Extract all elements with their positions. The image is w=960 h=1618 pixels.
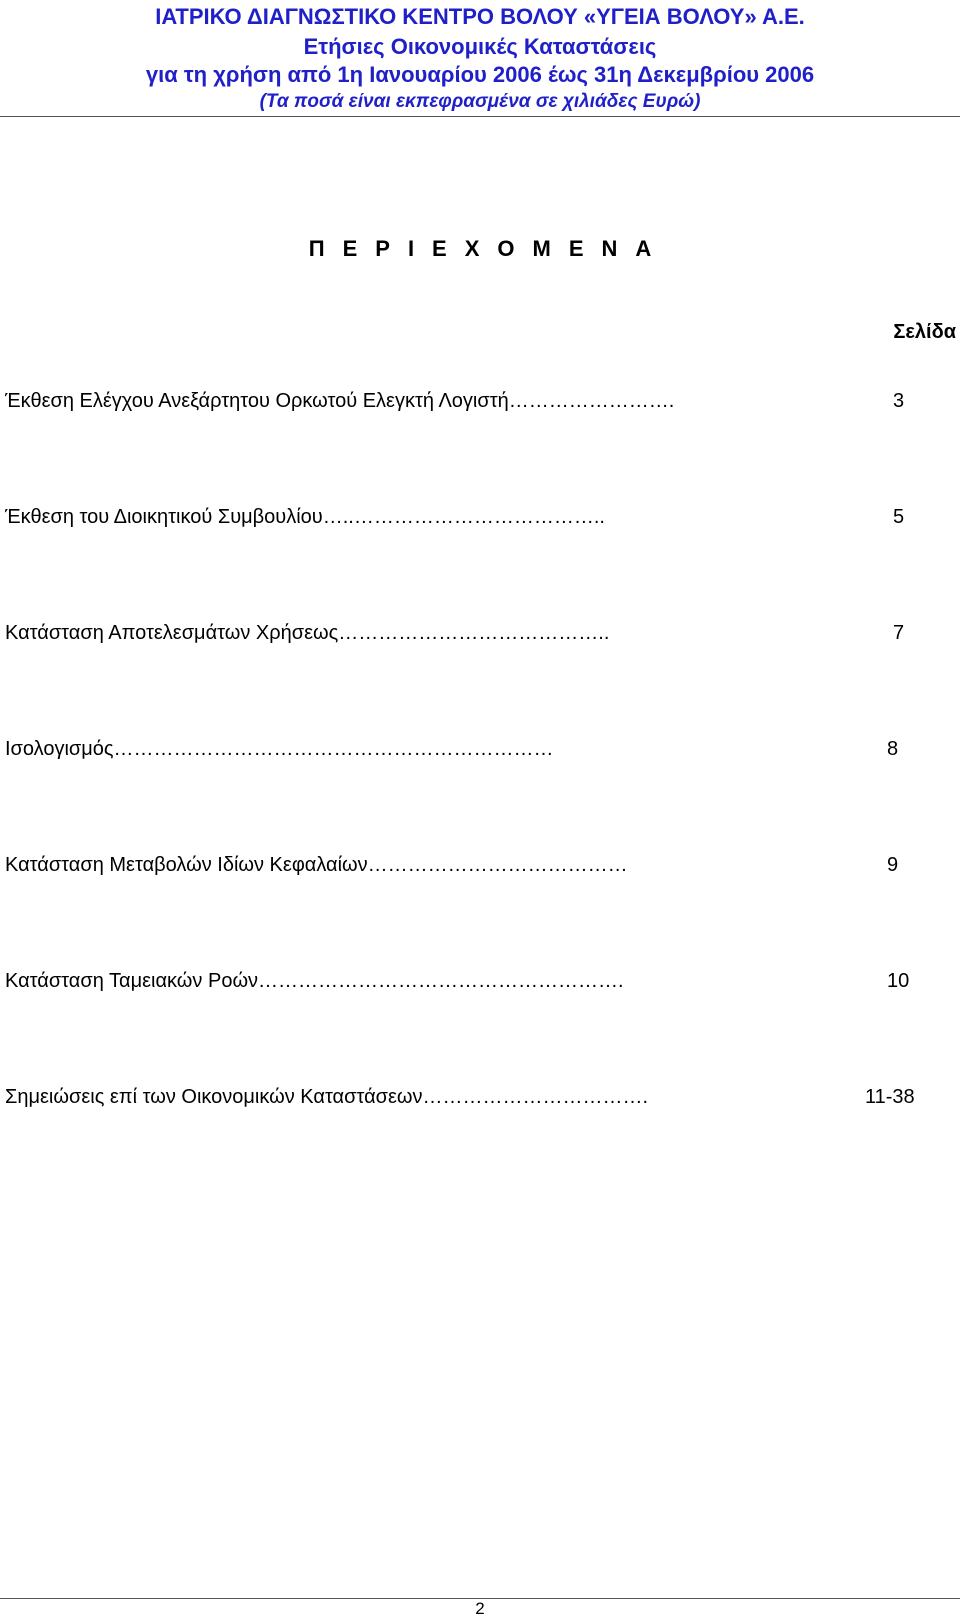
toc-entry-label: Ισολογισμός………………………………………………………… xyxy=(5,738,554,760)
toc-entry xyxy=(5,968,940,994)
toc-entry-label: Κατάσταση Αποτελεσμάτων Χρήσεως………………………………….. xyxy=(5,622,610,644)
toc-entry-page: 11-38 xyxy=(865,1086,915,1108)
document-type: Ετήσιες Οικονομικές Καταστάσεις xyxy=(303,34,657,59)
toc-entry xyxy=(5,620,940,646)
currency-note: (Τα ποσά είναι εκπεφρασμένα σε χιλιάδες Ευρώ) xyxy=(259,91,701,112)
toc-entry-label: Κατάσταση Ταμειακών Ροών………………………………………………. xyxy=(5,970,624,992)
page-number: 2 xyxy=(475,1599,485,1618)
toc-title: ΠΕΡΙΕΧΟΜΕΝΑ xyxy=(308,236,670,261)
toc-entry-page: 8 xyxy=(887,738,899,760)
toc-entry-label: Έκθεση Ελέγχου Ανεξάρτητου Ορκωτού Ελεγκτή Λογιστή……………………. xyxy=(5,390,675,412)
toc-entry-label: Έκθεση του Διοικητικού Συμβουλίου…..……………………………….. xyxy=(5,506,605,528)
header-divider xyxy=(0,116,960,117)
toc-entry-page: 7 xyxy=(893,622,905,644)
toc-entry xyxy=(5,852,940,878)
toc-entry-page: 5 xyxy=(893,506,905,528)
company-name: ΙΑΤΡΙΚΟ ΔΙΑΓΝΩΣΤΙΚΟ ΚΕΝΤΡΟ ΒΟΛΟΥ «ΥΓΕΙΑ ΒΟΛΟΥ» Α.Ε. xyxy=(155,4,805,29)
toc-entry-label: Σημειώσεις επί των Οικονομικών Καταστάσεων……………………………. xyxy=(5,1086,649,1108)
toc-entry-page: 9 xyxy=(887,854,899,876)
toc-entry xyxy=(5,1084,940,1110)
toc-entry xyxy=(5,736,940,762)
toc-entry-page: 10 xyxy=(887,970,910,992)
page-column-heading: Σελίδα xyxy=(893,321,956,343)
toc-entry xyxy=(5,388,940,414)
toc-entry-page: 3 xyxy=(893,390,905,412)
toc-entry xyxy=(5,504,940,530)
toc-entry-label: Κατάσταση Μεταβολών Ιδίων Κεφαλαίων………………………………… xyxy=(5,854,628,876)
fiscal-period: για τη χρήση από 1η Ιανουαρίου 2006 έως 31η Δεκεμβρίου 2006 xyxy=(145,62,815,87)
